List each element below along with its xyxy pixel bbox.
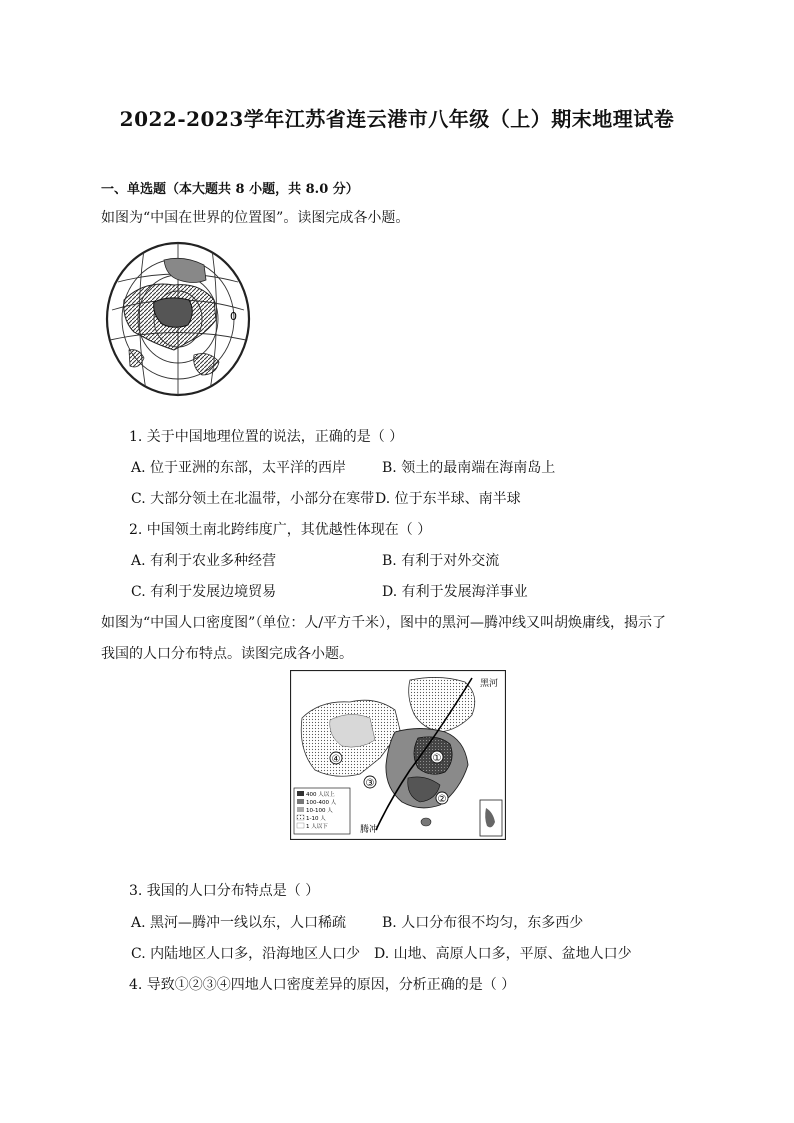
- question-1-option-d[interactable]: D. 位于东半球、南半球: [375, 491, 521, 507]
- legend-item-5: 1 人以下: [306, 824, 328, 830]
- question-3-option-b[interactable]: B. 人口分布很不均匀，东多西少: [382, 915, 584, 931]
- globe-label-zero: 0: [230, 310, 237, 323]
- intro-text-2-line-2: 我国的人口分布特点。读图完成各小题。: [101, 646, 353, 662]
- page-title: 2022-2023学年江苏省连云港市八年级（上）期末地理试卷: [119, 107, 675, 131]
- map-label-heihe: 黑河: [480, 679, 499, 689]
- question-2-option-b[interactable]: B. 有利于对外交流: [382, 553, 500, 569]
- map-marker-3: ③: [365, 778, 375, 789]
- question-2-stem: 2. 中国领土南北跨纬度广，其优越性体现在（ ）: [129, 522, 432, 538]
- question-3-stem: 3. 我国的人口分布特点是（ ）: [129, 883, 320, 899]
- intro-text-1: 如图为“中国在世界的位置图”。读图完成各小题。: [101, 210, 410, 226]
- question-3-option-d[interactable]: D. 山地、高原人口多，平原、盆地人口少: [374, 946, 632, 962]
- legend-item-3: 10-100 人: [306, 808, 333, 814]
- question-2-option-c[interactable]: C. 有利于发展边境贸易: [131, 584, 277, 600]
- legend-item-4: 1-10 人: [306, 816, 326, 822]
- legend-item-1: 400 人以上: [306, 792, 335, 798]
- question-1-option-c[interactable]: C. 大部分领土在北温带，小部分在寒带: [131, 491, 375, 507]
- question-1-option-b[interactable]: B. 领土的最南端在海南岛上: [382, 460, 556, 476]
- map-marker-4: ④: [331, 754, 341, 765]
- question-1-stem: 1. 关于中国地理位置的说法，正确的是（ ）: [129, 429, 404, 445]
- map-marker-1: ①: [432, 753, 442, 764]
- question-3-option-a[interactable]: A. 黑河—腾冲一线以东，人口稀疏: [131, 915, 347, 931]
- question-4-stem: 4. 导致①②③④四地人口密度差异的原因，分析正确的是（ ）: [129, 977, 516, 993]
- question-2-option-d[interactable]: D. 有利于发展海洋事业: [382, 584, 528, 600]
- intro-text-2-line-1: 如图为“中国人口密度图”（单位：人/平方千米），图中的黑河—腾冲线又叫胡焕庸线，揭示了: [101, 615, 667, 631]
- question-3-option-c[interactable]: C. 内陆地区人口多，沿海地区人口少: [131, 946, 361, 962]
- legend-item-2: 100-400 人: [306, 800, 337, 806]
- map-marker-2: ②: [437, 794, 447, 805]
- china-population-density-map: [290, 670, 506, 840]
- map-legend: [294, 788, 350, 834]
- map-label-tengchong: 腾冲: [360, 825, 379, 835]
- china-world-position-globe: [104, 240, 252, 398]
- question-2-option-a[interactable]: A. 有利于农业多种经营: [131, 553, 277, 569]
- section-heading: 一、单选题（本大题共 8 小题，共 8.0 分）: [101, 182, 359, 197]
- question-1-option-a[interactable]: A. 位于亚洲的东部，太平洋的西岸: [131, 460, 347, 476]
